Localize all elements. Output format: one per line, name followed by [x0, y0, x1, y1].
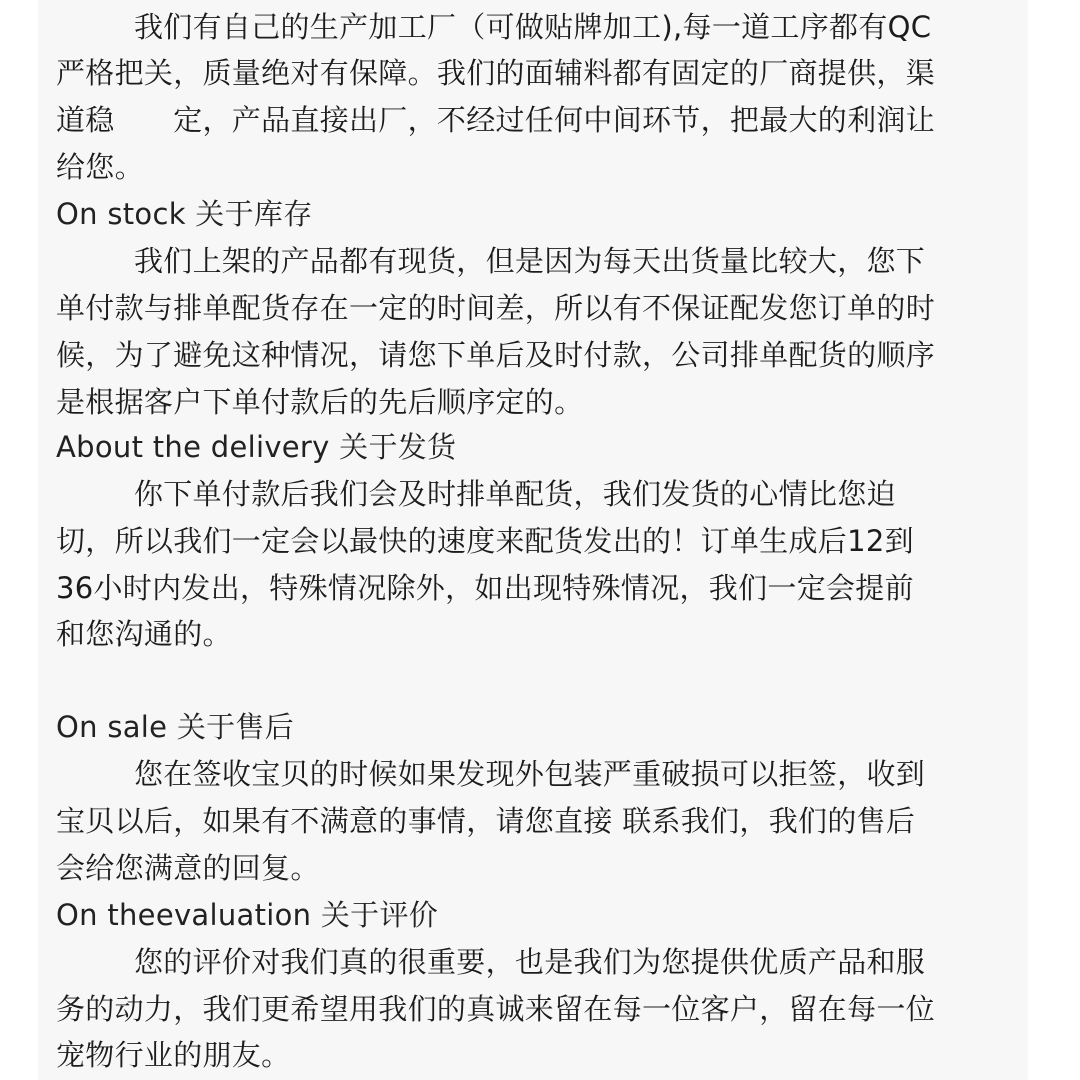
evaluation-heading: On theevaluation 关于评价 — [56, 898, 439, 932]
production-line-4: 给您。 — [56, 150, 144, 184]
sale-line-1: 您在签收宝贝的时候如果发现外包装严重破损可以拒签，收到 — [134, 757, 926, 791]
document-page — [38, 0, 1028, 1080]
stock-line-1: 我们上架的产品都有现货，但是因为每天出货量比较大，您下 — [134, 244, 926, 278]
stock-line-3: 候，为了避免这种情况，请您下单后及时付款，公司排单配货的顺序 — [56, 338, 936, 372]
sale-line-2: 宝贝以后，如果有不满意的事情，请您直接 联系我们，我们的售后 — [56, 804, 916, 838]
sale-line-3: 会给您满意的回复。 — [56, 851, 320, 885]
delivery-line-3: 36小时内发出，特殊情况除外，如出现特殊情况，我们一定会提前 — [56, 571, 914, 605]
stock-line-4: 是根据客户下单付款后的先后顺序定的。 — [56, 385, 584, 419]
evaluation-line-1: 您的评价对我们真的很重要，也是我们为您提供优质产品和服 — [134, 945, 926, 979]
sale-heading: On sale 关于售后 — [56, 710, 295, 744]
production-line-2: 严格把关，质量绝对有保障。我们的面辅料都有固定的厂商提供，渠 — [56, 56, 936, 90]
delivery-line-2: 切，所以我们一定会以最快的速度来配货发出的！订单生成后12到 — [56, 524, 914, 558]
stock-line-2: 单付款与排单配货存在一定的时间差，所以有不保证配发您订单的时 — [56, 291, 936, 325]
delivery-heading: About the delivery 关于发货 — [56, 430, 457, 464]
stock-heading: On stock 关于库存 — [56, 197, 313, 231]
production-line-1: 我们有自己的生产加工厂（可做贴牌加工),每一道工序都有QC — [134, 10, 932, 44]
delivery-line-1: 你下单付款后我们会及时排单配货，我们发货的心情比您迫 — [134, 477, 896, 511]
delivery-line-4: 和您沟通的。 — [56, 617, 232, 651]
evaluation-line-3: 宠物行业的朋友。 — [56, 1038, 291, 1072]
production-line-3: 道稳 定，产品直接出厂，不经过任何中间环节，把最大的利润让 — [56, 103, 936, 137]
evaluation-line-2: 务的动力，我们更希望用我们的真诚来留在每一位客户，留在每一位 — [56, 992, 936, 1026]
